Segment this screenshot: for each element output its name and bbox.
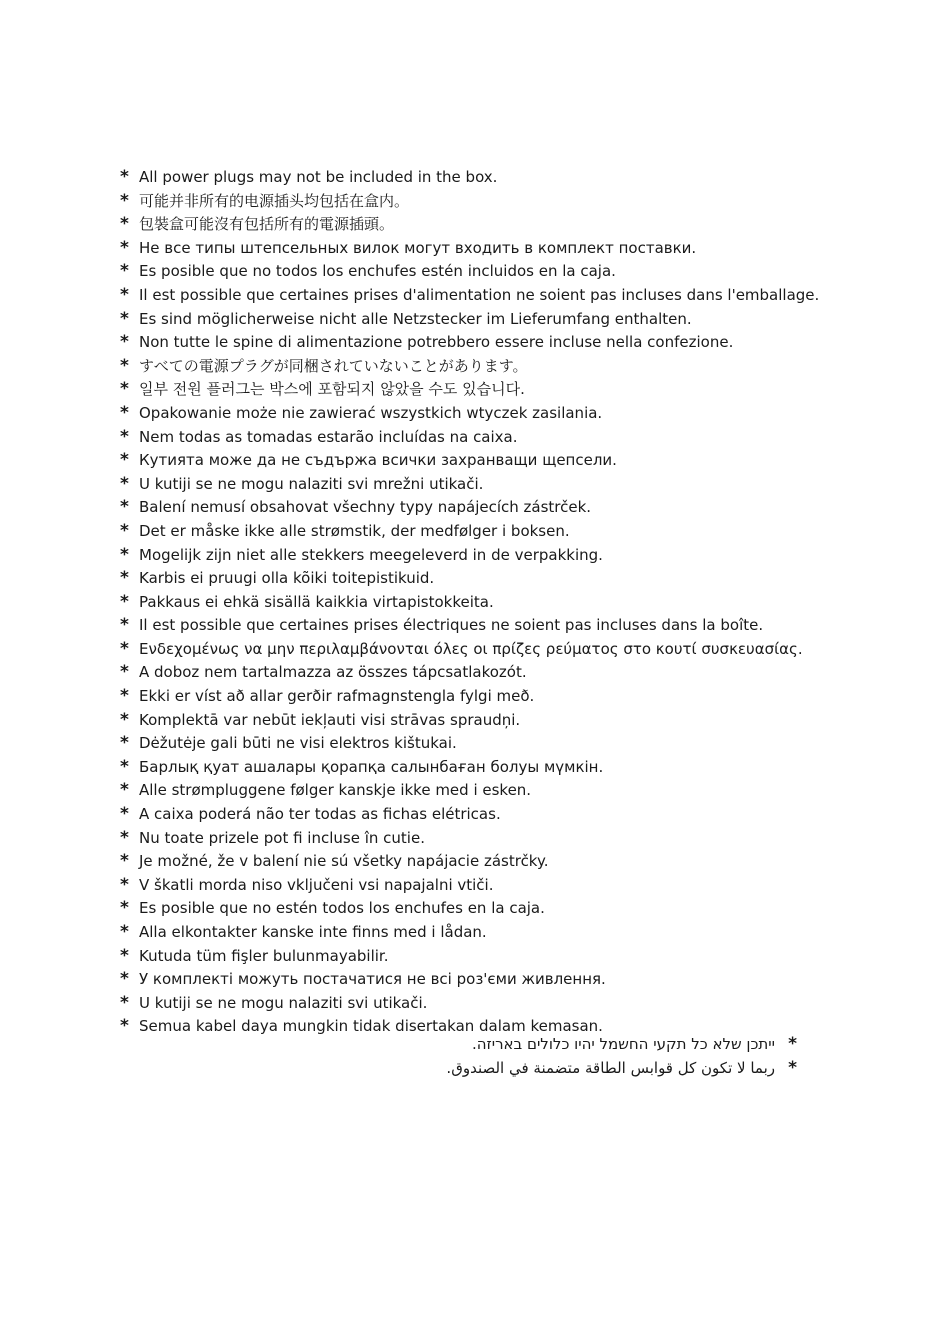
asterisk-bullet-icon: * [120, 733, 129, 754]
asterisk-bullet-icon: * [120, 780, 129, 801]
notice-item [120, 355, 880, 379]
notice-text: Ενδεχομένως να μην περιλαμβάνονται όλες οι πρίζες ρεύματος στο κουτί συσκευασίας. [139, 639, 803, 658]
asterisk-bullet-icon: * [120, 591, 129, 612]
asterisk-bullet-icon: * [120, 426, 129, 447]
notice-item [120, 426, 880, 450]
notice-text: A caixa poderá não ter todas as fichas elétricas. [139, 805, 501, 824]
asterisk-bullet-icon: * [120, 402, 129, 423]
notice-item [120, 921, 880, 945]
asterisk-bullet-icon: * [120, 686, 129, 707]
notice-item [120, 945, 880, 969]
notice-item [120, 850, 880, 874]
notice-text: Il est possible que certaines prises électriques ne soient pas incluses dans la boîte. [139, 616, 764, 635]
notice-text: U kutiji se ne mogu nalaziti svi utikači. [139, 993, 428, 1012]
notice-text: V škatli morda niso vključeni vsi napajalni vtiči. [139, 875, 494, 894]
notice-text: Je možné, že v balení nie sú všetky napájacie zástrčky. [139, 852, 549, 871]
notice-text: Opakowanie może nie zawierać wszystkich wtyczek zasilania. [139, 403, 603, 422]
asterisk-bullet-icon: * [120, 898, 129, 919]
asterisk-bullet-icon: * [120, 827, 129, 848]
notice-text: Es posible que no estén todos los enchufes en la caja. [139, 899, 545, 918]
asterisk-bullet-icon: * [120, 709, 129, 730]
asterisk-bullet-icon: * [120, 237, 129, 258]
notice-text: 可能并非所有的电源插头均包括在盒内。 [139, 191, 410, 210]
asterisk-bullet-icon: * [120, 190, 129, 211]
asterisk-bullet-icon: * [788, 1034, 797, 1054]
notice-item [120, 237, 880, 261]
notice-item [120, 520, 880, 544]
asterisk-bullet-icon: * [120, 379, 129, 400]
notice-text: すべての電源プラグが同梱されていないことがあります。 [139, 356, 528, 375]
notice-item [120, 685, 880, 709]
asterisk-bullet-icon: * [120, 638, 129, 659]
notice-text: Pakkaus ei ehkä sisällä kaikkia virtapistokkeita. [139, 592, 494, 611]
notice-text: Kutuda tüm fişler bulunmayabilir. [139, 946, 389, 965]
notice-item [120, 661, 880, 685]
asterisk-bullet-icon: * [788, 1057, 797, 1078]
notice-item [120, 331, 880, 355]
asterisk-bullet-icon: * [120, 332, 129, 353]
notice-item [120, 732, 880, 756]
notice-text: Karbis ei pruugi olla kõiki toitepistikuid. [139, 569, 435, 588]
notice-item [120, 756, 880, 780]
asterisk-bullet-icon: * [120, 450, 129, 471]
asterisk-bullet-icon: * [120, 969, 129, 990]
asterisk-bullet-icon: * [120, 922, 129, 942]
notice-item [120, 709, 880, 733]
notice-text: Dėžutėje gali būti ne visi elektros kištukai. [139, 734, 457, 753]
notice-item [120, 992, 880, 1016]
notice-text: U kutiji se ne mogu nalaziti svi mrežni utikači. [139, 474, 484, 493]
asterisk-bullet-icon: * [120, 945, 129, 966]
notice-text: All power plugs may not be included in the box. [139, 168, 498, 186]
notice-item [120, 190, 880, 214]
notice-text: Alle strømpluggene følger kanskje ikke med i esken. [139, 781, 532, 800]
notice-text: A doboz nem tartalmazza az összes tápcsatlakozót. [139, 663, 527, 682]
notice-text: Es sind möglicherweise nicht alle Netzstecker im Lieferumfang enthalten. [139, 309, 692, 328]
notice-item [120, 308, 880, 332]
power-plug-notice-list [120, 166, 880, 1039]
asterisk-bullet-icon: * [120, 167, 129, 187]
notice-text: Mogelijk zijn niet alle stekkers meegeleverd in de verpakking. [139, 545, 603, 564]
notice-item [120, 827, 880, 851]
notice-item [120, 213, 880, 237]
notice-item [120, 614, 880, 638]
notice-item [120, 803, 880, 827]
notice-item [120, 968, 880, 992]
notice-text: Non tutte le spine di alimentazione potrebbero essere incluse nella confezione. [139, 333, 734, 352]
notice-text: Барлық қуат ашалары қорапқа салынбаған болуы мүмкін. [139, 757, 604, 776]
asterisk-bullet-icon: * [120, 284, 129, 305]
notice-text: Не все типы штепсельных вилок могут входить в комплект поставки. [139, 238, 697, 257]
notice-item [120, 779, 880, 803]
asterisk-bullet-icon: * [120, 874, 129, 895]
notice-text: Кутията може да не съдържа всички захранващи щепсели. [139, 451, 617, 470]
notice-text: 包裝盒可能沒有包括所有的電源插頭。 [139, 215, 395, 234]
asterisk-bullet-icon: * [120, 756, 129, 777]
rtl-notice-item-arabic [300, 1057, 797, 1081]
notice-item [120, 260, 880, 284]
asterisk-bullet-icon: * [120, 615, 129, 636]
asterisk-bullet-icon: * [120, 992, 129, 1013]
asterisk-bullet-icon: * [120, 1016, 129, 1037]
notice-text: Semua kabel daya mungkin tidak disertakan dalam kemasan. [139, 1017, 603, 1036]
notice-text: Balení nemusí obsahovat všechny typy napájecích zástrček. [139, 498, 592, 517]
notice-item [120, 591, 880, 615]
asterisk-bullet-icon: * [120, 497, 129, 518]
asterisk-bullet-icon: * [120, 473, 129, 494]
notice-item [120, 567, 880, 591]
notice-text-hebrew: ייתכן שלא כל תקעי החשמל יהיו כלולים באריזה. [471, 1035, 775, 1053]
notice-text: Nem todas as tomadas estarão incluídas na caixa. [139, 427, 518, 446]
notice-item [120, 544, 880, 568]
notice-text: Det er måske ikke alle strømstik, der medfølger i boksen. [139, 521, 570, 540]
asterisk-bullet-icon: * [120, 308, 129, 329]
notice-text: Ekki er víst að allar gerðir rafmagnstengla fylgi með. [139, 687, 535, 706]
notice-text: Nu toate prizele pot fi incluse în cutie. [139, 828, 425, 847]
notice-item [120, 874, 880, 898]
asterisk-bullet-icon: * [120, 568, 129, 589]
notice-text: У комплекті можуть постачатися не всі роз'єми живлення. [139, 970, 606, 989]
notice-text: Es posible que no todos los enchufes estén incluidos en la caja. [139, 262, 616, 281]
notice-item [120, 897, 880, 921]
notice-text-arabic: ربما لا تكون كل قوابس الطاقة متضمنة في الصندوق. [446, 1058, 775, 1077]
notice-item [120, 166, 880, 190]
rtl-notice-item-hebrew [300, 1033, 797, 1057]
notice-item [120, 378, 880, 402]
asterisk-bullet-icon: * [120, 851, 129, 872]
asterisk-bullet-icon: * [120, 261, 129, 282]
asterisk-bullet-icon: * [120, 214, 129, 235]
notice-item [120, 402, 880, 426]
rtl-notice-list [300, 1033, 797, 1080]
notice-item [120, 496, 880, 520]
asterisk-bullet-icon: * [120, 662, 129, 683]
notice-text: Alla elkontakter kanske inte finns med i lådan. [139, 923, 487, 941]
notice-text: Komplektā var nebūt iekļauti visi strāvas spraudņi. [139, 710, 521, 729]
notice-item [120, 449, 880, 473]
notice-text: Il est possible que certaines prises d'alimentation ne soient pas incluses dans l'emballage. [139, 285, 820, 304]
asterisk-bullet-icon: * [120, 355, 129, 376]
asterisk-bullet-icon: * [120, 520, 129, 541]
notice-item [120, 638, 880, 662]
notice-item [120, 284, 880, 308]
notice-text: 일부 전원 플러그는 박스에 포함되지 않았을 수도 있습니다. [139, 380, 525, 399]
asterisk-bullet-icon: * [120, 544, 129, 565]
asterisk-bullet-icon: * [120, 804, 129, 825]
notice-item [120, 473, 880, 497]
